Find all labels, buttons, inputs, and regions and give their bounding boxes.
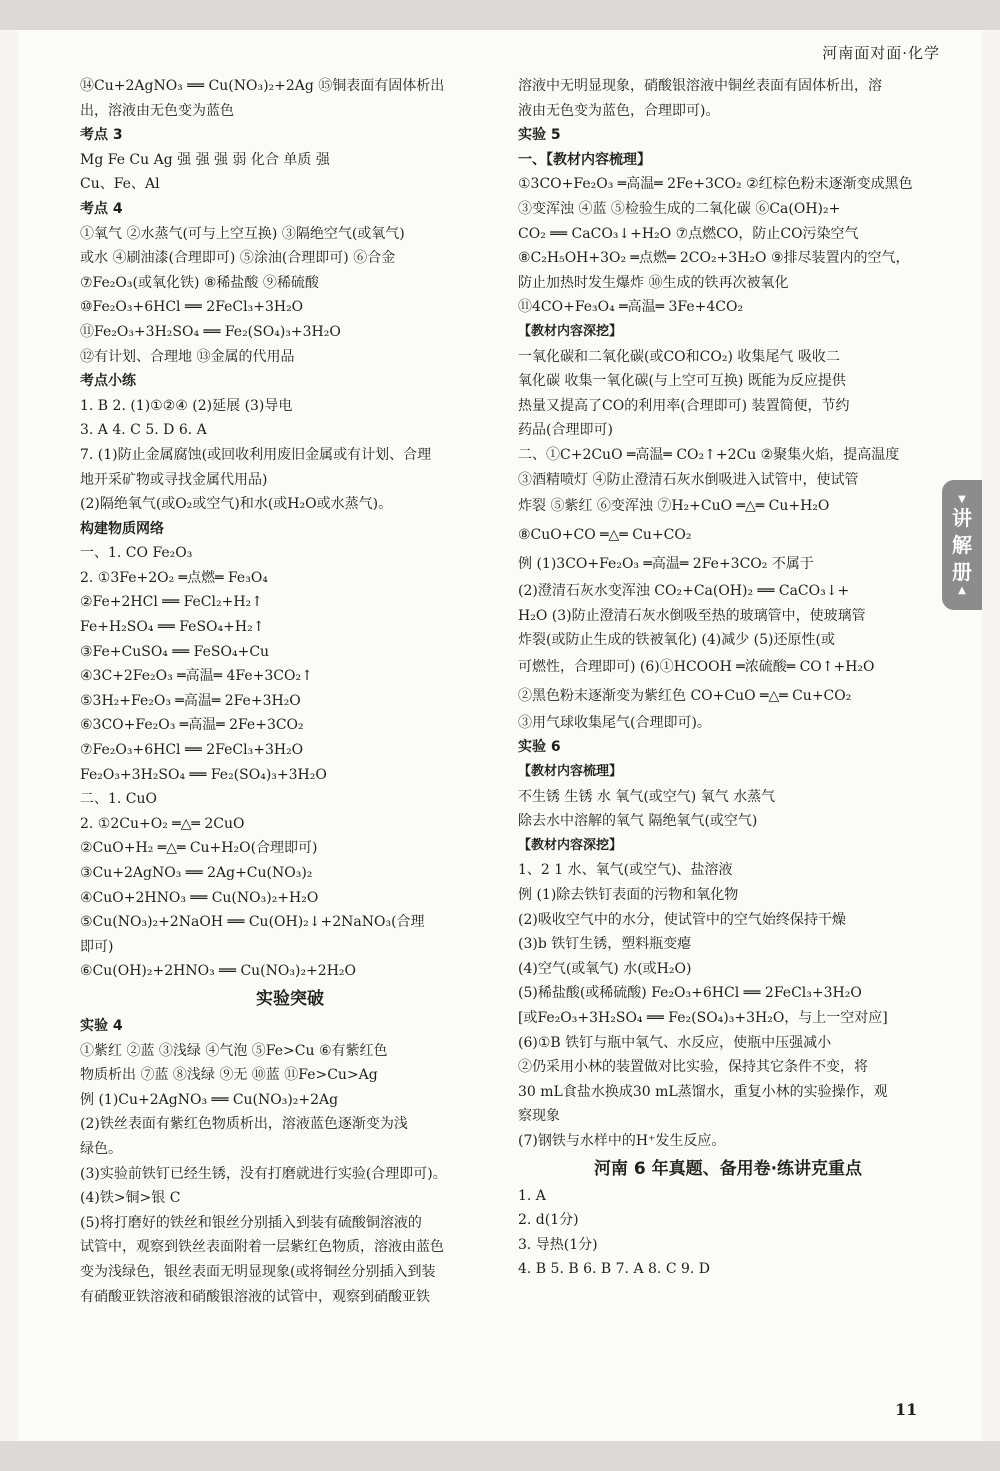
text-line: ⑤3H₂+Fe₂O₃ ═高温═ 2Fe+3H₂O — [80, 692, 301, 709]
text-line: 3. 导热(1分) — [518, 1236, 598, 1253]
text-line: 1、2 1 水、氧气(或空气)、盐溶液 — [518, 862, 733, 879]
text-line: (2)吸收空气中的水分，使试管中的空气始终保持干燥 — [518, 911, 846, 928]
text-line: 3. A 4. C 5. D 6. A — [80, 422, 207, 439]
text-line: 察现象 — [518, 1108, 560, 1125]
text-line: 一氧化碳和二氧化碳(或CO和CO₂) 收集尾气 吸收二 — [518, 348, 840, 365]
text-line: (4)铁>铜>银 C — [80, 1190, 181, 1207]
chevron-up-icon: ▲ — [958, 584, 966, 596]
text-line: ②仍采用小林的装置做对比实验，保持其它条件不变，将 — [518, 1059, 868, 1076]
text-line: 试管中，观察到铁丝表面附着一层紫红色物质，溶液由蓝色 — [80, 1239, 444, 1256]
text-line: (2)澄清石灰水变浑浊 CO₂+Ca(OH)₂ ══ CaCO₃↓+ — [518, 583, 850, 600]
section-heading: 【教材内容深挖】 — [518, 323, 623, 339]
section-heading: 实验 4 — [80, 1017, 123, 1034]
text-line: ⑦Fe₂O₃(或氧化铁) ⑧稀盐酸 ⑨稀硫酸 — [80, 274, 319, 291]
text-line: (5)稀盐酸(或稀硫酸) Fe₂O₃+6HCl ══ 2FeCl₃+3H₂O — [518, 985, 862, 1002]
right-column — [518, 74, 938, 1282]
text-line: (5)将打磨好的铁丝和银丝分别插入到装有硫酸铜溶液的 — [80, 1214, 422, 1231]
text-line: ④3C+2Fe₂O₃ ═高温═ 4Fe+3CO₂↑ — [80, 668, 313, 685]
text-line: ③酒精喷灯 ④防止澄清石灰水倒吸进入试管中，使试管 — [518, 471, 859, 488]
chevron-down-icon: ▼ — [958, 493, 966, 505]
text-line: 4. B 5. B 6. B 7. A 8. C 9. D — [518, 1261, 711, 1278]
text-line: (6)①B 铁钉与瓶中氧气、水反应，使瓶中压强减小 — [518, 1034, 832, 1051]
text-line: 绿色。 — [80, 1140, 122, 1157]
text-line: 变为浅绿色，银丝表面无明显现象(或将铜丝分别插入到装 — [80, 1263, 436, 1280]
text-line: ②Fe+2HCl ══ FeCl₂+H₂↑ — [80, 594, 263, 611]
text-line: CO₂ ══ CaCO₃↓+H₂O ⑦点燃CO，防止CO污染空气 — [518, 225, 859, 242]
text-line: 30 mL食盐水换成30 mL蒸馏水，重复小林的实验操作，观 — [518, 1083, 888, 1100]
text-line: ③变浑浊 ④蓝 ⑤检验生成的二氧化碳 ⑥Ca(OH)₂+ — [518, 200, 841, 217]
side-tab-char: 讲 — [952, 505, 972, 530]
section-heading: 实验 6 — [518, 739, 561, 756]
text-line: ②黑色粉末逐渐变为紫红色 CO+CuO ═△═ Cu+CO₂ — [518, 687, 852, 704]
text-line: 防止加热时发生爆炸 ⑩生成的铁再次被氧化 — [518, 274, 789, 291]
top-band — [0, 0, 1000, 30]
text-line: Fe₂O₃+3H₂SO₄ ══ Fe₂(SO₄)₃+3H₂O — [80, 766, 327, 783]
text-line: (3)实验前铁钉已经生锈，没有打磨就进行实验(合理即可)。 — [80, 1165, 447, 1182]
text-line: ①3CO+Fe₂O₃ ═高温═ 2Fe+3CO₂ ②红棕色粉末逐渐变成黑色 — [518, 176, 913, 193]
text-line: ⑭Cu+2AgNO₃ ══ Cu(NO₃)₂+2Ag ⑮铜表面有固体析出 — [80, 78, 445, 94]
text-line: 物质析出 ⑦蓝 ⑧浅绿 ⑨无 ⑩蓝 ⑪Fe>Cu>Ag — [80, 1067, 378, 1084]
text-line: ③Fe+CuSO₄ ══ FeSO₄+Cu — [80, 643, 270, 660]
text-line: (2)铁丝表面有紫红色物质析出，溶液蓝色逐渐变为浅 — [80, 1116, 408, 1133]
text-line: 2. d(1分) — [518, 1212, 579, 1229]
text-line: 1. A — [518, 1187, 546, 1204]
text-line: (3)b 铁钉生锈，塑料瓶变瘪 — [518, 936, 692, 953]
text-line: ⑩Fe₂O₃+6HCl ══ 2FeCl₃+3H₂O — [80, 299, 304, 316]
section-heading: 【教材内容深挖】 — [518, 837, 623, 853]
text-line: 例 (1)3CO+Fe₂O₃ ═高温═ 2Fe+3CO₂ 不属于 — [518, 556, 814, 573]
text-line: 1. B 2. (1)①②④ (2)延展 (3)导电 — [80, 397, 293, 414]
text-line: 或水 ④刷油漆(合理即可) ⑤涂油(合理即可) ⑥合金 — [80, 250, 396, 267]
text-line: 2. ①2Cu+O₂ ═△═ 2CuO — [80, 815, 245, 832]
side-tab-char: 册 — [952, 559, 972, 584]
section-heading: 实验 5 — [518, 127, 561, 144]
text-line: ⑤Cu(NO₃)₂+2NaOH ══ Cu(OH)₂↓+2NaNO₃(合理 — [80, 914, 425, 931]
text-line: ⑥Cu(OH)₂+2HNO₃ ══ Cu(NO₃)₂+2H₂O — [80, 963, 356, 980]
page-number: 11 — [895, 1400, 918, 1419]
section-heading: 河南 6 年真题、备用卷·练讲克重点 — [593, 1158, 863, 1179]
text-line: Mg Fe Cu Ag 强 强 强 弱 化合 单质 强 — [80, 151, 330, 168]
text-line: ③Cu+2AgNO₃ ══ 2Ag+Cu(NO₃)₂ — [80, 865, 313, 881]
text-line: ①紫红 ②蓝 ③浅绿 ④气泡 ⑤Fe>Cu ⑥有紫红色 — [80, 1042, 388, 1059]
text-line: (4)空气(或氧气) 水(或H₂O) — [518, 960, 692, 977]
text-line: 地开采矿物或寻找金属代用品) — [80, 471, 268, 488]
text-line: Fe+H₂SO₄ ══ FeSO₄+H₂↑ — [80, 619, 265, 636]
text-line: 不生锈 生锈 水 氧气(或空气) 氧气 水蒸气 — [518, 788, 776, 805]
section-heading: 【教材内容梳理】 — [518, 764, 623, 780]
text-line: 即可) — [80, 938, 114, 955]
text-line: ⑥3CO+Fe₂O₃ ═高温═ 2Fe+3CO₂ — [80, 717, 304, 734]
text-line: Cu、Fe、Al — [80, 176, 160, 193]
text-line: ⑪4CO+Fe₃O₄ ═高温═ 3Fe+4CO₂ — [518, 299, 744, 316]
text-line: 例 (1)除去铁钉表面的污物和氧化物 — [518, 887, 739, 904]
text-line: [或Fe₂O₃+3H₂SO₄ ══ Fe₂(SO₄)₃+3H₂O，与上一空对应] — [518, 1010, 888, 1026]
text-line: 有硝酸亚铁溶液和硝酸银溶液的试管中，观察到硝酸亚铁 — [80, 1288, 430, 1305]
text-line: (7)钢铁与水样中的H⁺发生反应。 — [518, 1132, 726, 1149]
section-heading: 一、【教材内容梳理】 — [518, 151, 651, 168]
text-line: ⑪Fe₂O₃+3H₂SO₄ ══ Fe₂(SO₄)₃+3H₂O — [80, 323, 341, 340]
text-line: ⑦Fe₂O₃+6HCl ══ 2FeCl₃+3H₂O — [80, 742, 304, 759]
section-heading: 考点 4 — [80, 200, 123, 217]
text-line: ③用气球收集尾气(合理即可)。 — [518, 714, 711, 731]
text-line: 二、1. CuO — [80, 791, 158, 808]
text-line: ①氧气 ②水蒸气(可与上空互换) ③隔绝空气(或氧气) — [80, 225, 405, 242]
text-line: 氧化碳 收集一氧化碳(与上空可互换) 既能为反应提供 — [518, 373, 846, 390]
section-heading: 考点小练 — [80, 373, 136, 390]
side-tab-char: 解 — [952, 532, 972, 557]
section-heading: 考点 3 — [80, 127, 123, 144]
text-line: H₂O (3)防止澄清石灰水倒吸至热的玻璃管中，使玻璃管 — [518, 607, 866, 624]
text-line: 例 (1)Cu+2AgNO₃ ══ Cu(NO₃)₂+2Ag — [80, 1091, 339, 1108]
text-line: 一、1. CO Fe₂O₃ — [80, 545, 193, 562]
text-line: 药品(合理即可) — [518, 422, 613, 439]
text-line: 可燃性，合理即可) (6)①HCOOH ═浓硫酸═ CO↑+H₂O — [518, 658, 875, 675]
bottom-band — [0, 1441, 1000, 1471]
side-tab — [942, 480, 982, 610]
text-line: (2)隔绝氧气(或O₂或空气)和水(或H₂O或水蒸气)。 — [80, 496, 393, 513]
text-line: 出，溶液由无色变为蓝色 — [80, 102, 234, 119]
text-line: 除去水中溶解的氧气 隔绝氧气(或空气) — [518, 813, 758, 830]
text-line: 7. (1)防止金属腐蚀(或回收利用废旧金属或有计划、合理 — [80, 446, 432, 463]
page-header: 河南面对面·化学 — [822, 44, 940, 62]
section-heading: 实验突破 — [256, 988, 324, 1009]
text-line: ⑧C₂H₅OH+3O₂ ═点燃═ 2CO₂+3H₂O ⑨排尽装置内的空气， — [518, 250, 910, 267]
text-line: ⑧CuO+CO ═△═ Cu+CO₂ — [518, 527, 692, 544]
text-line: 热量又提高了CO的利用率(合理即可) 装置简便，节约 — [518, 397, 850, 414]
text-line: ⑫有计划、合理地 ⑬金属的代用品 — [80, 348, 295, 365]
text-line: 二、①C+2CuO ═高温═ CO₂↑+2Cu ②聚集火焰，提高温度 — [518, 446, 900, 463]
left-column — [80, 74, 500, 1309]
text-line: ④CuO+2HNO₃ ══ Cu(NO₃)₂+H₂O — [80, 889, 319, 906]
text-line: 炸裂(或防止生成的铁被氧化) (4)减少 (5)还原性(或 — [518, 632, 835, 649]
text-line: 炸裂 ⑤紫红 ⑥变浑浊 ⑦H₂+CuO ═△═ Cu+H₂O — [518, 498, 830, 515]
section-heading: 构建物质网络 — [80, 520, 164, 537]
text-line: 溶液中无明显现象，硝酸银溶液中铜丝表面有固体析出，溶 — [518, 78, 882, 94]
text-line: 液由无色变为蓝色，合理即可)。 — [518, 102, 720, 119]
text-line: 2. ①3Fe+2O₂ ═点燃═ Fe₃O₄ — [80, 569, 268, 586]
text-line: ②CuO+H₂ ═△═ Cu+H₂O(合理即可) — [80, 840, 318, 857]
